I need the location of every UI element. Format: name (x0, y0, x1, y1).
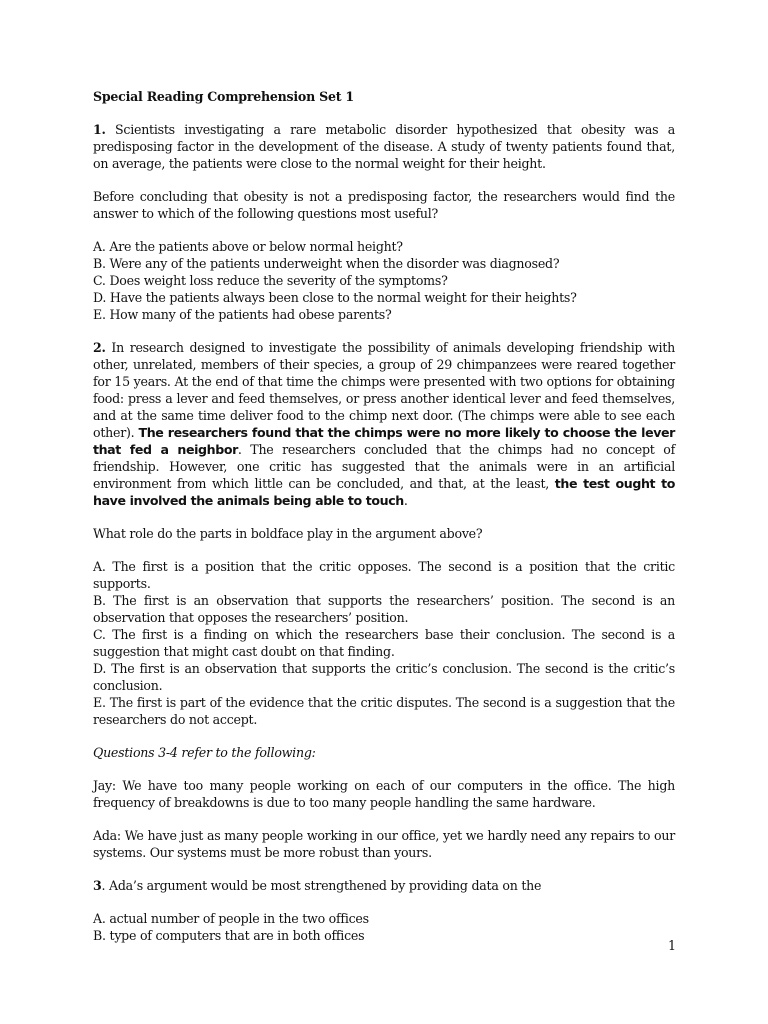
question-1-stem (93, 121, 675, 172)
question-2-text-1: In research designed to investigate the possibility of animals developing friendship with other, unrelated, members of their species, a group of 29 chimpanzees were reared together for 15 years. At the end of that time the chimps were presented with two options for obtaining food: press a lever and feed themselves, or press another identical lever and feed themselves, and at the same time deliver food to the chimp next door. (The chimps were able to see each other). (93, 340, 675, 440)
question-2-number: 2. (93, 340, 106, 355)
question-3-text: . Ada’s argument would be most strengthened by providing data on the (101, 878, 542, 893)
option: B. Were any of the patients underweight when the disorder was diagnosed? (93, 256, 560, 271)
document-page (93, 88, 675, 960)
document-title: Special Reading Comprehension Set 1 (93, 89, 354, 104)
option: D. Have the patients always been close to the normal weight for their heights? (93, 290, 577, 305)
option: B. type of computers that are in both offices (93, 928, 365, 943)
question-3-options (93, 910, 675, 944)
boldface-2: the test ought to have involved the animals being able to touch (93, 476, 676, 508)
option: D. The first is an observation that supports the critic’s conclusion. The second is the critic’s conclusion. (93, 661, 675, 693)
option: E. How many of the patients had obese parents? (93, 307, 392, 322)
page-number: 1 (668, 938, 677, 953)
jay-statement: Jay: We have too many people working on each of our computers in the office. The high frequency of breakdowns is due to too many people handling the same hardware. (93, 778, 675, 810)
option: A. The first is a position that the critic opposes. The second is a position that the critic supports. (93, 559, 675, 591)
option: B. The first is an observation that supports the researchers’ position. The second is an observation that opposes the researchers’ position. (93, 593, 675, 625)
question-3-number: 3 (93, 878, 102, 893)
question-2-options (93, 558, 675, 728)
question-2-stem (93, 339, 675, 509)
question-2-text-3: . (403, 493, 408, 508)
question-1-prompt: Before concluding that obesity is not a predisposing factor, the researchers would find the answer to which of the following questions most useful? (93, 189, 675, 221)
question-2-text-2: . The researchers concluded that the chimps had no concept of friendship. However, one critic has suggested that the animals were in an artificial environment from which little can be concluded, and that, at the least, (93, 442, 675, 491)
question-1-number: 1. (93, 122, 106, 137)
option: A. actual number of people in the two offices (93, 911, 369, 926)
ada-statement: Ada: We have just as many people working in our office, yet we hardly need any repairs to our systems. Our systems must be more robust than yours. (93, 828, 675, 860)
question-3-stem (93, 877, 675, 894)
option: E. The first is part of the evidence that the critic disputes. The second is a suggestion that the researchers do not accept. (93, 695, 675, 727)
option: A. Are the patients above or below normal height? (93, 239, 403, 254)
boldface-1: The researchers found that the chimps were no more likely to choose the lever that fed a neighbor (93, 425, 675, 457)
question-1-options (93, 238, 675, 323)
option: C. Does weight loss reduce the severity of the symptoms? (93, 273, 448, 288)
questions-3-4-intro: Questions 3-4 refer to the following: (93, 745, 316, 760)
question-2-prompt: What role do the parts in boldface play in the argument above? (93, 526, 483, 541)
option: C. The first is a finding on which the researchers base their conclusion. The second is a suggestion that might cast doubt on that finding. (93, 627, 675, 659)
question-1-text: Scientists investigating a rare metabolic disorder hypothesized that obesity was a predisposing factor in the development of the disease. A study of twenty patients found that, on average, the patients were close to the normal weight for their height. (93, 122, 675, 171)
